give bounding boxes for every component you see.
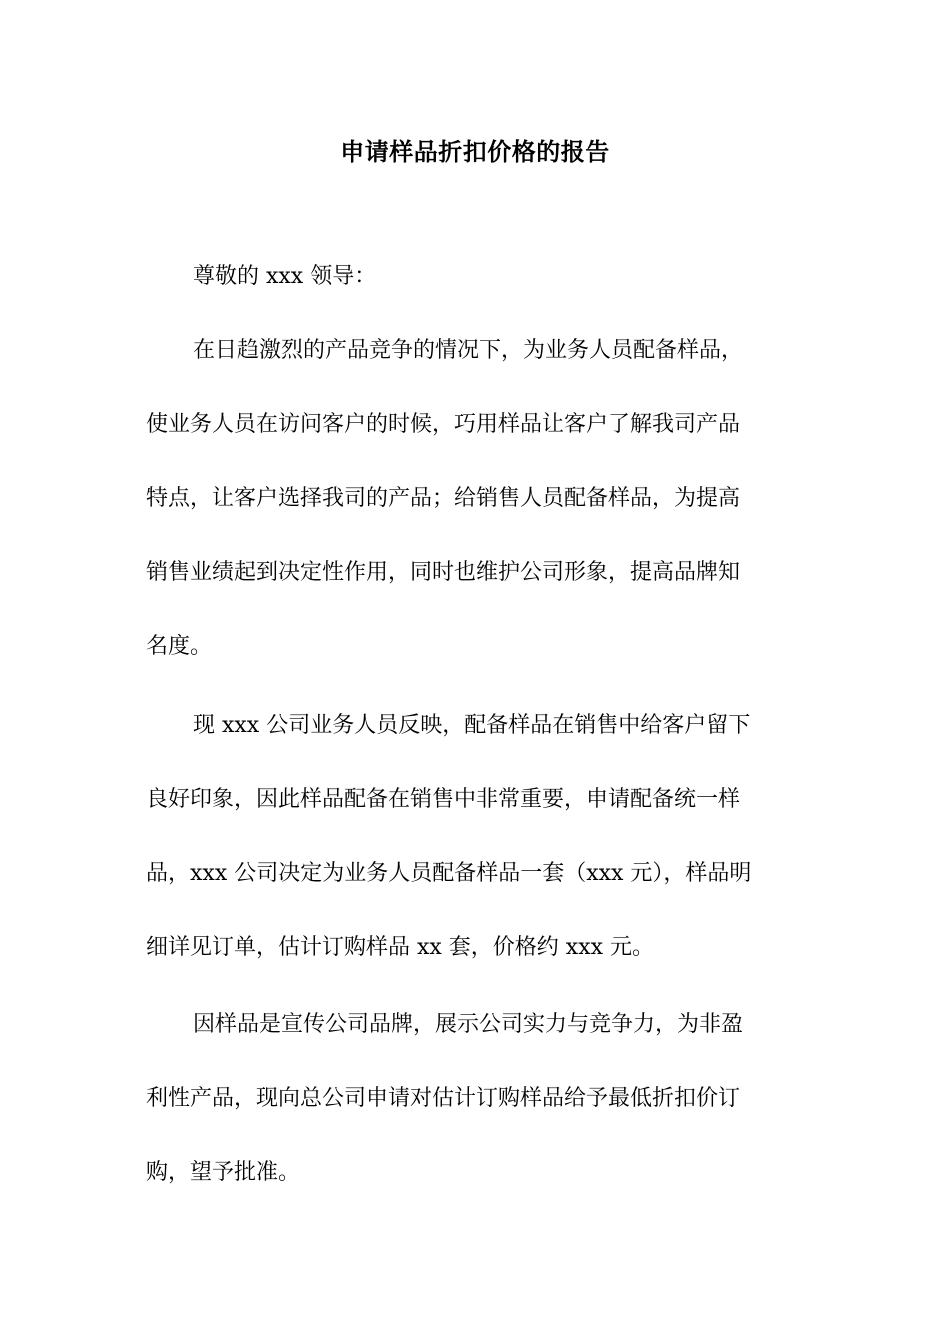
paragraph-1-line-1: 在日趋激烈的产品竞争的情况下，为业务人员配备样品， — [193, 338, 744, 363]
paragraph-3-line-3: 购，望予批准。 — [146, 1160, 301, 1185]
paragraph-2-line-4: 细详见订单，估计订购样品 xx 套，价格约 xxx 元。 — [146, 935, 655, 960]
document-title: 申请样品折扣价格的报告 — [340, 137, 610, 166]
paragraph-1-line-5: 名度。 — [146, 634, 213, 659]
paragraph-1-line-3: 特点，让客户选择我司的产品；给销售人员配备样品，为提高 — [146, 486, 741, 511]
paragraph-2-line-3: 品，xxx 公司决定为业务人员配备样品一套（xxx 元），样品明 — [146, 861, 752, 886]
paragraph-1-line-4: 销售业绩起到决定性作用，同时也维护公司形象，提高品牌知 — [146, 560, 741, 585]
paragraph-1-line-2: 使业务人员在访问客户的时候，巧用样品让客户了解我司产品 — [146, 412, 741, 437]
paragraph-2-line-1: 现 xxx 公司业务人员反映，配备样品在销售中给客户留下 — [193, 713, 751, 738]
salutation: 尊敬的 xxx 领导： — [193, 264, 377, 289]
paragraph-2-line-2: 良好印象，因此样品配备在销售中非常重要，申请配备统一样 — [146, 787, 741, 812]
paragraph-3-line-1: 因样品是宣传公司品牌，展示公司实力与竞争力，为非盈 — [193, 1012, 744, 1037]
paragraph-3-line-2: 利性产品，现向总公司申请对估计订购样品给予最低折扣价订 — [146, 1086, 741, 1111]
